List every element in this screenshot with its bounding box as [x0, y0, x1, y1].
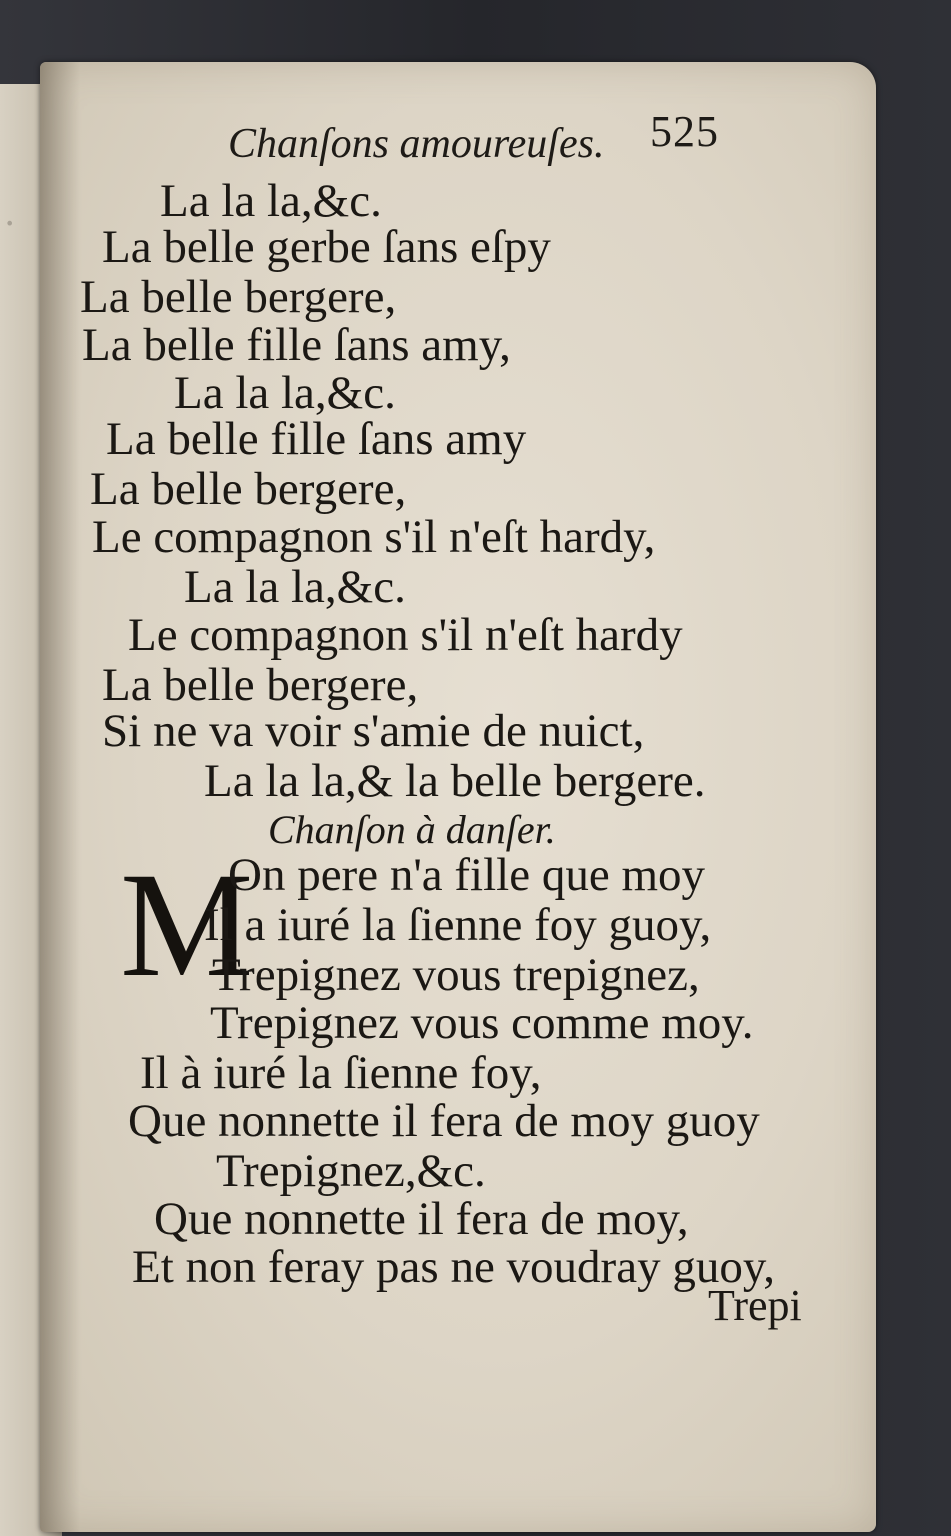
lyric-line: Trepignez vous comme moy.: [210, 997, 754, 1049]
lyric-line: La la la,&c.: [174, 367, 396, 419]
catchword: Trepi: [708, 1281, 802, 1330]
lyric-line: La belle bergere,: [90, 463, 407, 515]
lyric-line: La la la,&c.: [160, 175, 382, 227]
facing-page-bleed-mark: ·: [4, 204, 16, 245]
lyric-line: Il à iuré la ſienne foy,: [140, 1047, 542, 1099]
running-title: Chanſons amoureuſes.: [228, 121, 605, 167]
lyric-line: La belle fille ſans amy: [106, 413, 527, 465]
lyric-line: Le compagnon s'il n'eſt hardy,: [92, 511, 656, 563]
lyric-line: La belle fille ſans amy,: [82, 319, 511, 371]
lyric-line: La la la,& la belle bergere.: [204, 755, 706, 807]
lyric-line: Le compagnon s'il n'eſt hardy: [128, 609, 683, 661]
lyric-line: On pere n'a fille que moy: [228, 849, 705, 901]
lyric-line: Que nonnette il fera de moy guoy: [128, 1095, 760, 1147]
lyric-line: Trepignez,&c.: [216, 1145, 486, 1197]
lyric-line: Il a iuré la ſienne foy guoy,: [204, 899, 712, 951]
drop-cap-initial: M: [120, 842, 254, 1008]
lyric-line: Et non feray pas ne voudray guoy,: [132, 1241, 776, 1293]
lyric-line: Si ne va voir s'amie de nuict,: [102, 705, 645, 757]
spine-shadow: [40, 62, 80, 1532]
book-page: [40, 62, 876, 1532]
lyric-line: La belle gerbe ſans eſpy: [102, 221, 551, 273]
lyric-line: Que nonnette il fera de moy,: [154, 1193, 689, 1245]
lyric-line: Trepignez vous trepignez,: [212, 949, 700, 1001]
page-number: 525: [650, 107, 719, 156]
lyric-line: La belle bergere,: [102, 659, 419, 711]
lyric-line: La la la,&c.: [184, 561, 406, 613]
song-heading: Chanſon à danſer.: [268, 807, 556, 852]
lyric-line: La belle bergere,: [80, 271, 397, 323]
